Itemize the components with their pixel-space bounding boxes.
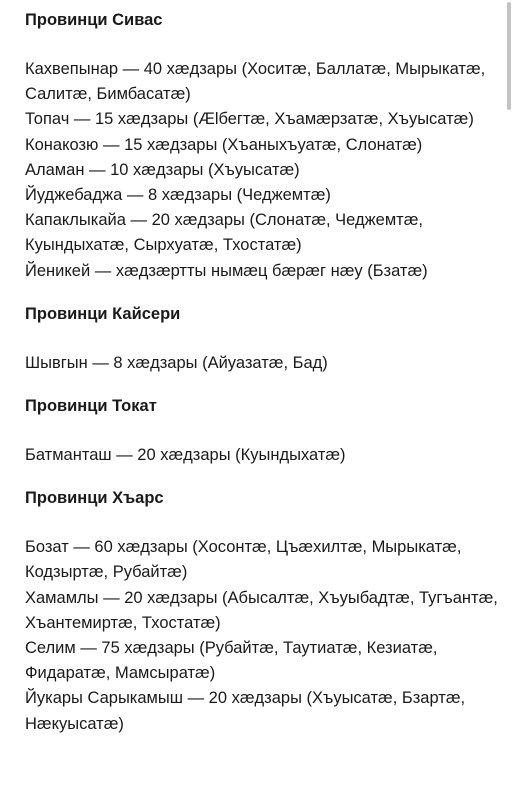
entry-kahvepinar: Кахвепынар — 40 хæдзары (Хоситæ, Баллатæ, Мырыкатæ, Салитæ, Бимбасатæ): [25, 60, 486, 104]
entry-selim: Селим — 75 хæдзары (Рубайтæ, Таутиатæ, Кезиатæ, Фидаратæ, Мамсыратæ): [25, 639, 438, 683]
entry-bozat: Бозат — 60 хæдзары (Хосонтæ, Цъæхилтæ, Мырыкатæ, Кодзыртæ, Рубайтæ): [25, 538, 462, 582]
entry-batmantash: Батманташ — 20 хæдзары (Куындыхатæ): [25, 446, 346, 465]
entry-list: [25, 535, 498, 737]
entry-yudjebadja: Йуджебаджа — 8 хæдзары (Чеджемтæ): [25, 186, 331, 205]
section-kars: [25, 486, 498, 737]
entry-kapaklikaya: Капаклыкайа — 20 хæдзары (Слонатæ, Чеджемтæ, Куындыхатæ, Сырхуатæ, Тхостатæ): [25, 211, 423, 255]
entry-shivgin: Шывгын — 8 хæдзары (Айуазатæ, Бад): [25, 353, 328, 372]
entry-hamamli: Хамамлы — 20 хæдзары (Абысалтæ, Хъуыбадтæ, Тугъантæ, Хъантемиртæ, Тхостатæ): [25, 588, 498, 632]
entry-topach: Топач — 15 хæдзары (Ælбегтæ, Хъамæрзатæ, Хъуысатæ): [25, 110, 474, 129]
section-heading: Провинци Токат: [25, 397, 157, 416]
section-heading: Провинци Хъарс: [25, 489, 164, 508]
entry-list: [25, 351, 498, 376]
entry-list: [25, 57, 498, 284]
entry-yukari-sarikamish: Йукары Сарыкамыш — 20 хæдзары (Хъуысатæ, Бзартæ, Нæкуысатæ): [25, 689, 466, 733]
section-heading: Провинци Сивас: [25, 11, 163, 29]
entry-yenikey: Йеникей — хæдзæртты нымæц бæрæг нæу (Бзатæ): [25, 261, 428, 280]
scrollbar-thumb[interactable]: [507, 2, 511, 110]
section-heading: Провинци Кайсери: [25, 304, 181, 323]
entry-list: [25, 443, 498, 468]
section-tokat: [25, 394, 498, 468]
section-sivas: [25, 8, 498, 284]
entry-konakozu: Конакозю — 15 хæдзары (Хъаныхъуатæ, Слонатæ): [25, 135, 423, 154]
section-kayseri: [25, 302, 498, 376]
entry-alaman: Аламан — 10 хæдзары (Хъуысатæ): [25, 160, 300, 179]
